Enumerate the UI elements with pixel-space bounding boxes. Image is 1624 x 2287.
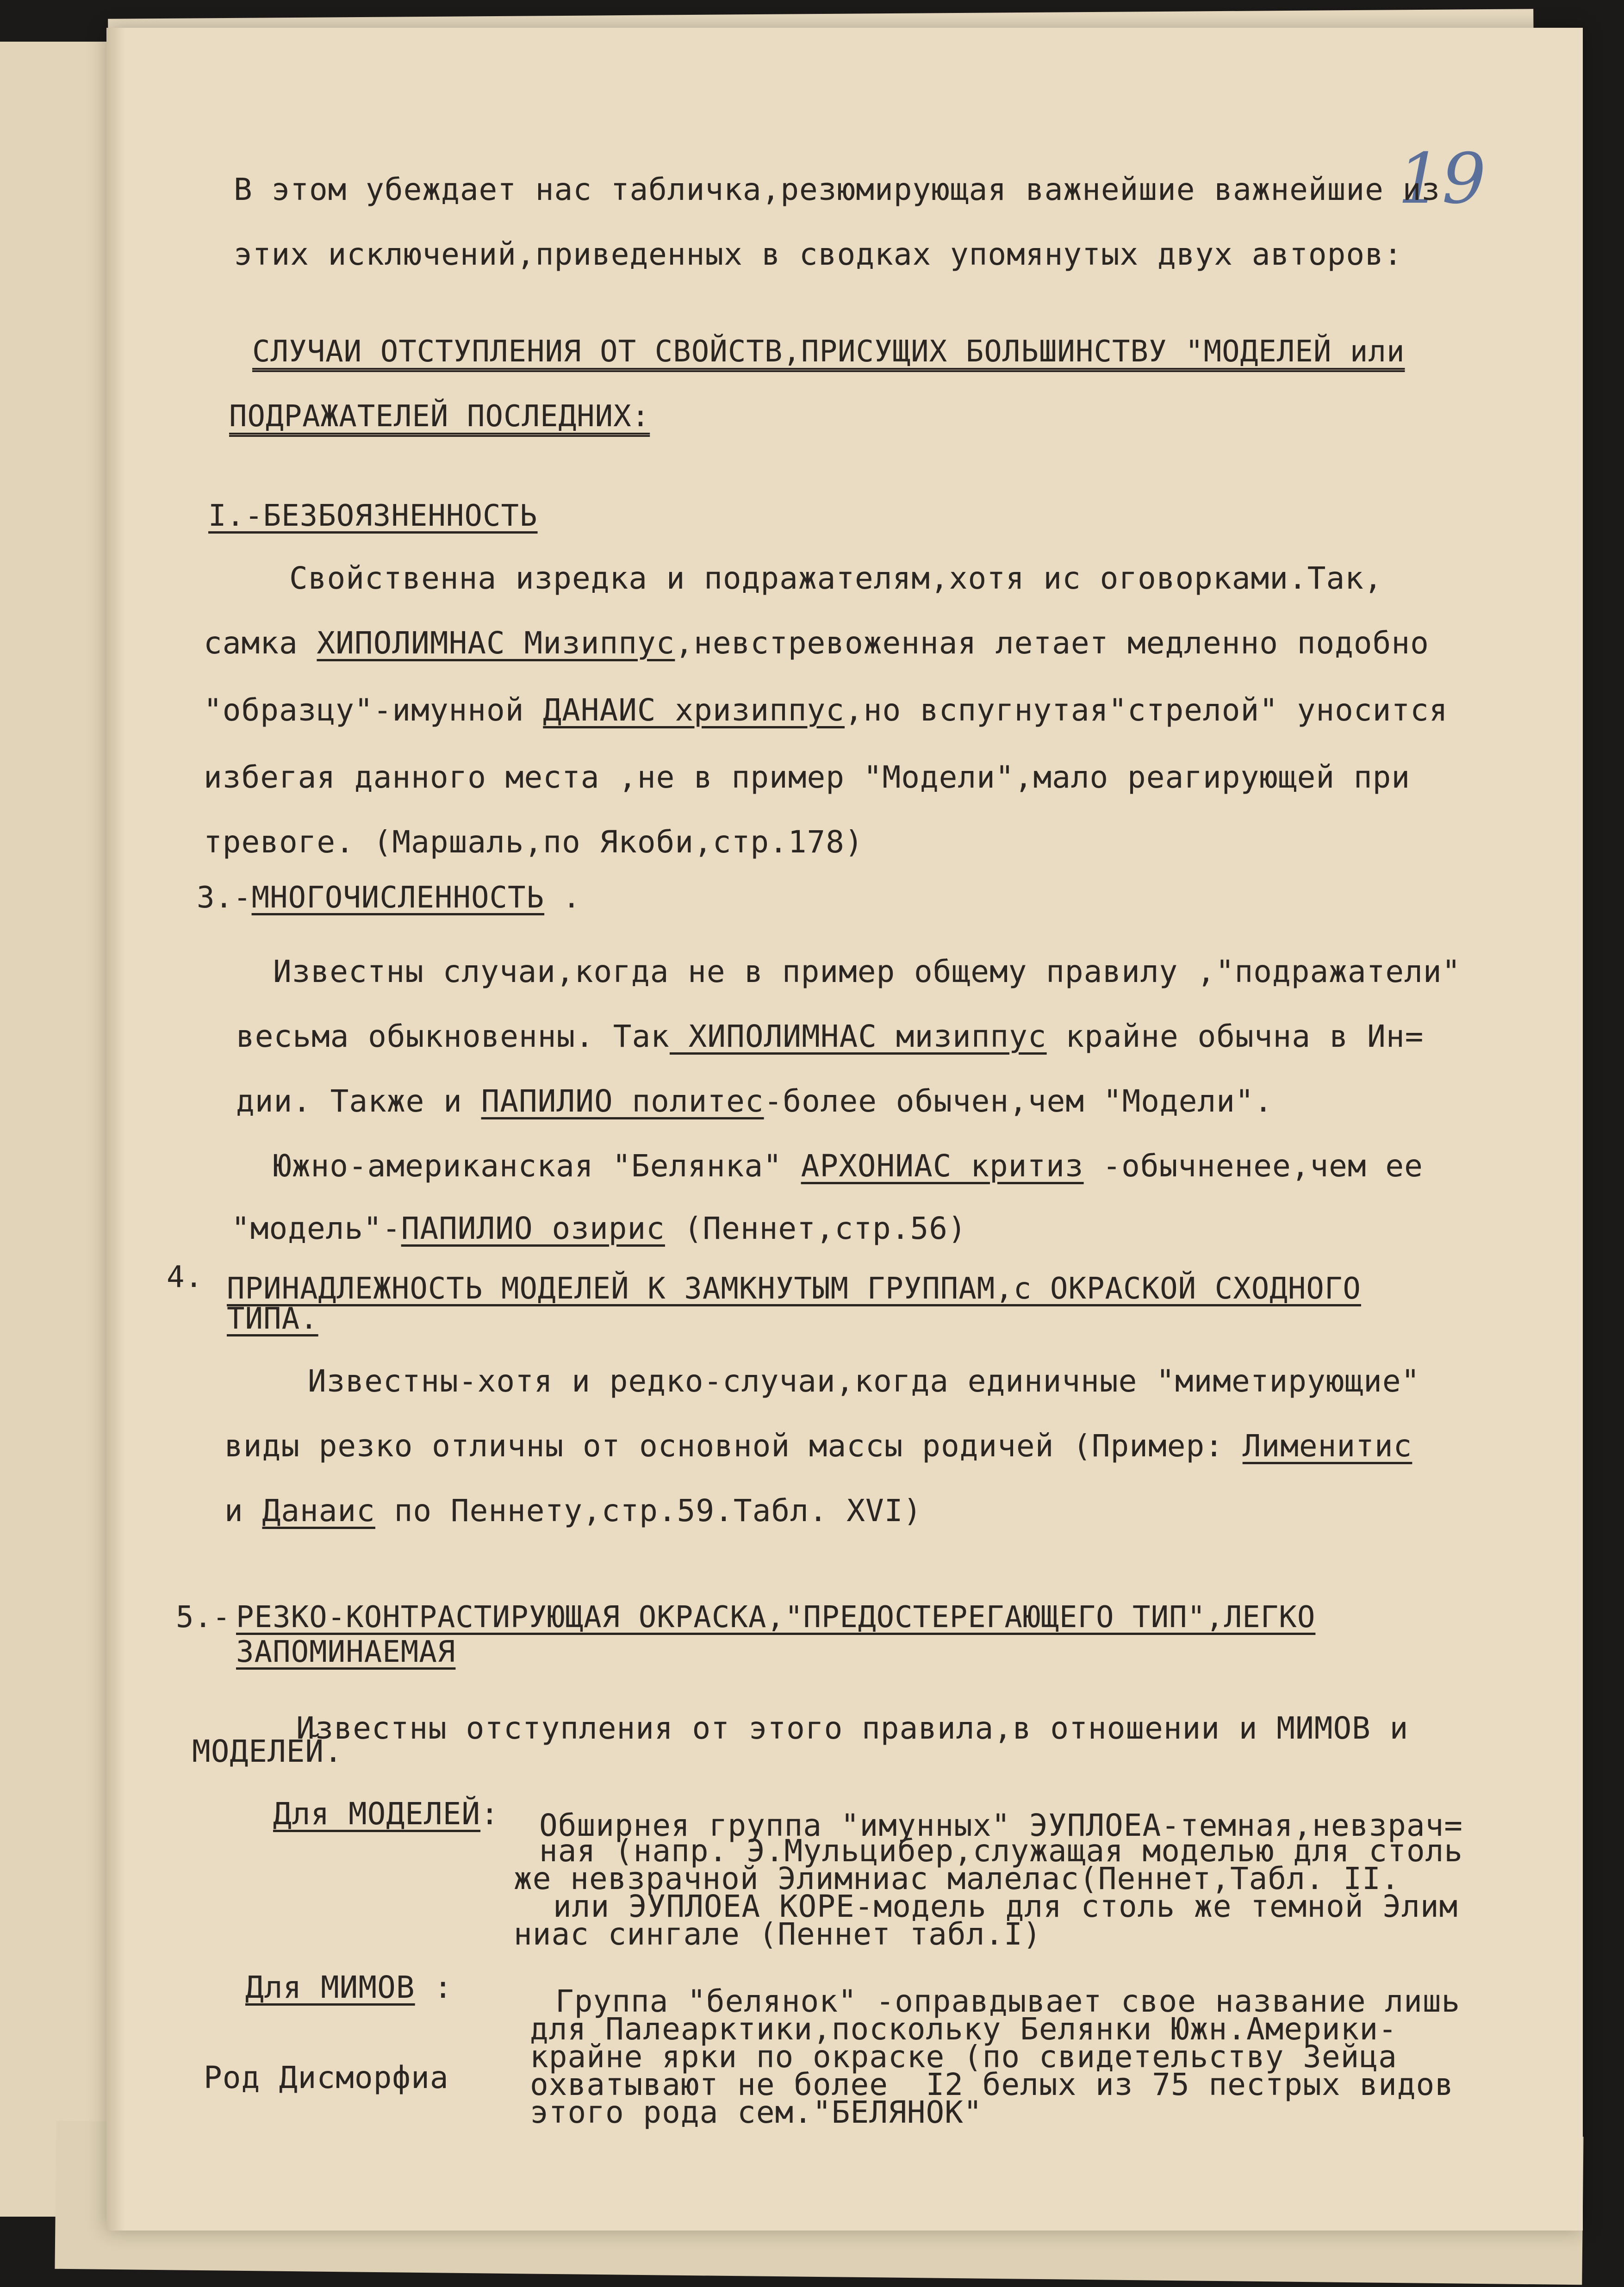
section-4-line-3: и Данаис по Пеннету,стр.59.Табл. XVI) [224,1493,922,1529]
models-line-3: же невзрачной Элимниас малелас(Пеннет,Табл. II. [514,1861,1400,1896]
mimes-line-5: этого рода сем."БЕЛЯНОК" [530,2094,983,2130]
section-1-line-1: Свойственна изредка и подражателям,хотя ис оговорками.Так, [289,560,1383,596]
species-name: ДАНАИС хризиппус [543,692,845,728]
page-fold-shadow [106,28,125,2231]
mimes-line-1: Группа "белянок" -оправдывает свое название лишь [555,1983,1461,2019]
genus-label: Род Дисморфиа [204,2060,449,2095]
section-1-line-5: тревоге. (Маршаль,по Якоби,стр.178) [204,824,864,860]
models-line-2: ная (напр. Э.Мульцибер,служащая моделью для столь [539,1833,1463,1869]
species-name: ПАПИЛИО озирис [401,1211,665,1246]
folio-number: 19 [1398,139,1486,219]
models-line-4: или ЭУПЛОЕА КОРЕ-модель для столь же темной Элим [553,1889,1458,1924]
models-label: Для МОДЕЛЕЙ: [273,1796,499,1832]
section-5-line-2: МОДЕЛЕЙ. [192,1734,343,1769]
section-2-line-1: Известны случаи,когда не в пример общему правилу ,"подражатели" [273,954,1461,989]
models-line-5: ниас сингале (Пеннет табл.I) [514,1916,1042,1952]
section-5-line-1: Известны отступления от этого правила,в отношении и МИМОВ и [296,1710,1409,1746]
section-1-heading: I.-БЕЗБОЯЗНЕННОСТЬ [208,499,538,533]
section-1-line-4: избегая данного места ,не в пример "Модели",мало реагирующей при [204,759,1411,795]
section-4-line-2: виды резко отличны от основной массы родичей (Пример: Лименитис [224,1428,1412,1464]
background-sheet-left [0,42,111,2217]
species-name: АРХОНИАС критиз [801,1148,1084,1184]
intro-line-1: В этом убеждает нас табличка,резюмирующая важнейшие важнейшие из [234,172,1441,207]
section-title-line-1: СЛУЧАИ ОТСТУПЛЕНИЯ ОТ СВОЙСТВ,ПРИСУЩИХ БОЛЬШИНСТВУ "МОДЕЛЕЙ или [252,335,1405,369]
species-name: ХИПОЛИМНАС Мизиппус [317,625,675,661]
section-5-heading-line-1: РЕЗКО-КОНТРАСТИРУЮЩАЯ ОКРАСКА,"ПРЕДОСТЕРЕГАЮЩЕГО ТИП",ЛЕГКО [236,1600,1316,1634]
mimes-line-2: для Палеарктики,поскольку Белянки Южн.Америки- [530,2011,1397,2047]
section-4-line-1: Известны-хотя и редко-случаи,когда единичные "миметирующие" [308,1363,1420,1399]
models-line-1: Обширнея группа "имунных" ЭУПЛОЕА-темная,невзрач= [539,1808,1463,1843]
intro-line-2: этих исключений,приведенных в сводках упомянутых двух авторов: [234,236,1403,272]
genus-name: Данаис [262,1493,375,1529]
mimes-label: Для МИМОВ : [245,1970,453,2005]
section-2-heading: 3.-МНОГОЧИСЛЕННОСТЬ . [197,881,581,915]
section-2-line-5: "модель"-ПАПИЛИО озирис (Пеннет,стр.56) [231,1211,967,1246]
mimes-line-4: охватывают не более I2 белых из 75 пестрых видов [530,2067,1454,2102]
mimes-line-3: крайне ярки по окраске (по свидетельству Зейца [530,2039,1397,2075]
section-1-line-3: "образцу"-имунной ДАНАИС хризиппус,но вспугнутая"стрелой" уносится [204,692,1448,728]
section-2-line-4: Южно-американская "Белянка" АРХОНИАС критиз -обычненее,чем ее [273,1148,1423,1184]
section-2-line-3: дии. Также и ПАПИЛИО политес-более обычен,чем "Модели". [236,1083,1273,1119]
section-2-line-2: весьма обыкновенны. Так ХИПОЛИМНАС мизиппус крайне обычна в Ин= [236,1019,1424,1054]
genus-name: Лименитис [1242,1428,1412,1464]
species-name: ХИПОЛИМНАС мизиппус [669,1019,1047,1054]
species-name: ПАПИЛИО политес [481,1083,764,1119]
section-5-number: 5.- [176,1600,231,1634]
section-5-heading-line-2: ЗАПОМИНАЕМАЯ [236,1635,456,1669]
section-4-heading-line-1: ПРИНАДЛЕЖНОСТЬ МОДЕЛЕЙ К ЗАМКНУТЫМ ГРУППАМ,с ОКРАСКОЙ СХОДНОГО [227,1272,1361,1306]
section-4-heading-line-2: ТИПА. [227,1302,318,1336]
section-title-line-2: ПОДРАЖАТЕЛЕЙ ПОСЛЕДНИХ: [229,399,650,434]
section-1-line-2: самка ХИПОЛИМНАС Мизиппус,невстревоженная летает медленно подобно [204,625,1429,661]
section-4-number: 4. [167,1260,204,1294]
